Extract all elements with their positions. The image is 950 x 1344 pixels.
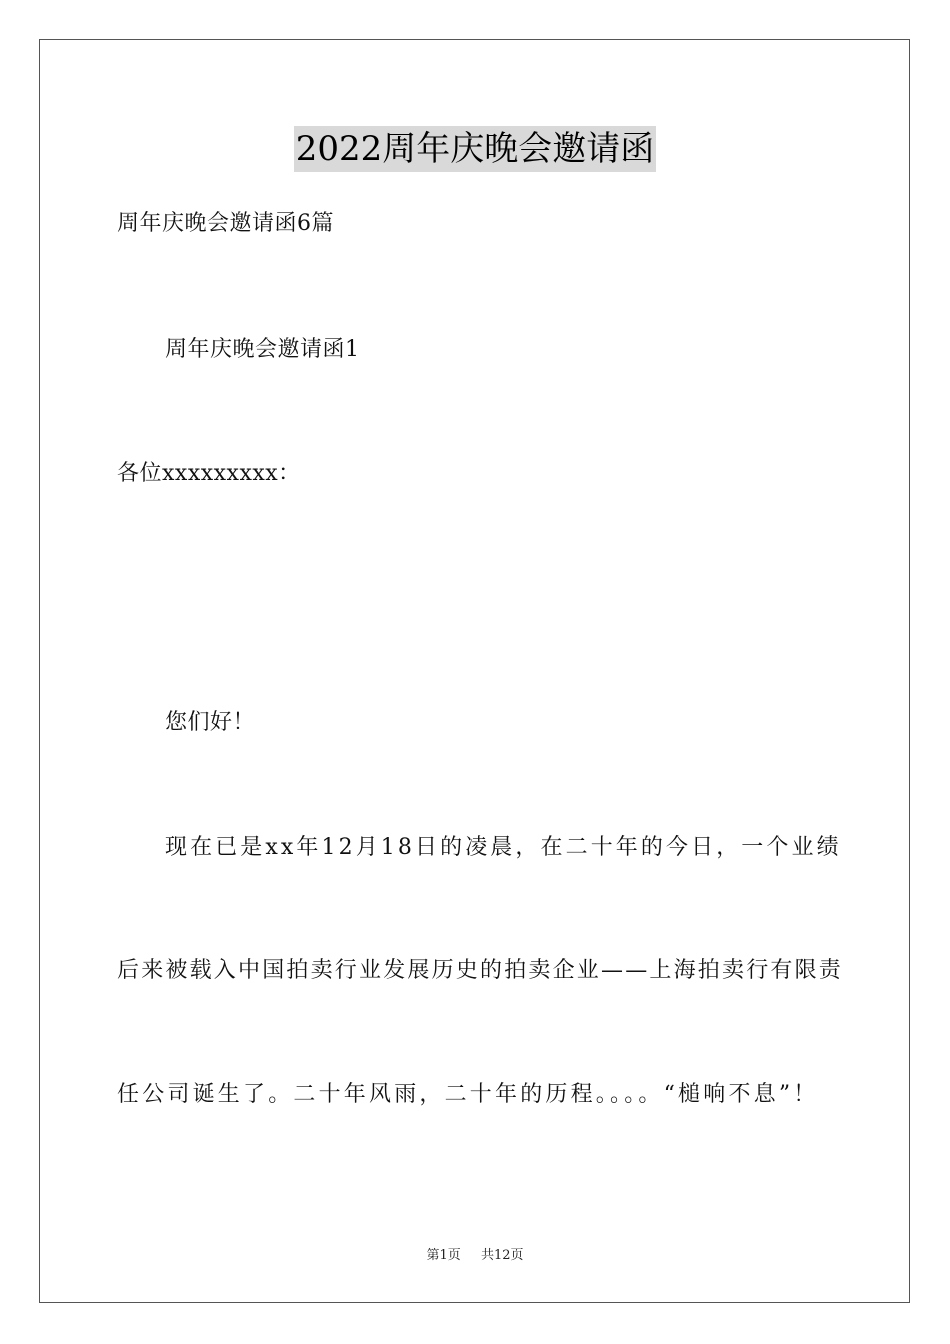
greeting: 您们好！ [165, 710, 256, 735]
section-heading: 周年庆晚会邀请函1 [165, 337, 360, 362]
page-footer [0, 1247, 950, 1265]
paragraph-line-2: 后来被载入中国拍卖行业发展历史的拍卖企业——上海拍卖行有限责 [117, 958, 844, 983]
document-title: 2022周年庆晚会邀请函 [294, 126, 657, 172]
paragraph-text-1: 现在已是xx年12月18日的凌晨，在二十年的今日，一个业绩 [165, 835, 842, 860]
title-container [0, 126, 950, 172]
paragraph-line-1 [165, 833, 842, 863]
page-number: 第1页 [426, 1248, 461, 1263]
paragraph-line-3: 任公司诞生了。二十年风雨，二十年的历程。。。。“槌响不息”！ [117, 1082, 819, 1107]
page-total: 共12页 [480, 1248, 524, 1263]
salutation: 各位xxxxxxxxx： [117, 461, 301, 486]
document-subtitle: 周年庆晚会邀请函6篇 [117, 211, 334, 236]
